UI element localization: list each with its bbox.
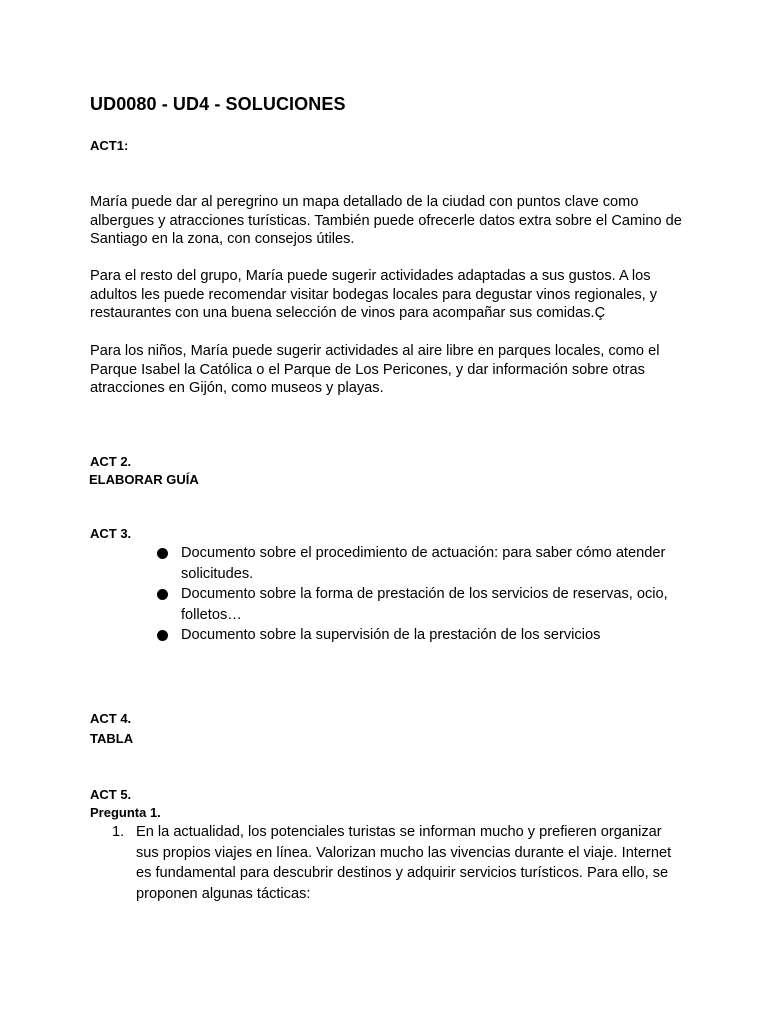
bullet-icon xyxy=(157,589,168,600)
act2-subheading: ELABORAR GUÍA xyxy=(89,472,199,487)
list-item-number: 1. xyxy=(112,824,125,840)
act3-bullet-list xyxy=(157,543,677,646)
act5-numbered-list xyxy=(112,822,676,904)
act3-heading: ACT 3. xyxy=(90,526,132,541)
act1-paragraph-2 xyxy=(90,267,690,323)
act1-paragraph-1-text: María puede dar al peregrino un mapa detallado de la ciudad con puntos clave como albergues y atracciones turísticas. También puede ofrecerle datos extra sobre el Camino de Santiago en la zona, con consejos útiles. xyxy=(90,194,682,247)
act5-subheading: Pregunta 1. xyxy=(90,805,161,820)
act1-paragraph-2-text: Para el resto del grupo, María puede sugerir actividades adaptadas a sus gustos. A los adultos les puede recomendar visitar bodegas locales para degustar vinos regionales, y restaurantes con una buena selección de vinos para acompañar sus comidas.Ç xyxy=(90,268,658,321)
bullet-icon xyxy=(157,548,168,559)
act1-heading: ACT1: xyxy=(90,138,129,153)
list-item-text: Documento sobre la forma de prestación de los servicios de reservas, ocio, folletos… xyxy=(181,586,668,623)
act2-heading: ACT 2. xyxy=(90,454,132,469)
bullet-icon xyxy=(157,630,168,641)
act1-paragraph-3-text: Para los niños, María puede sugerir actividades al aire libre en parques locales, como el Parque Isabel la Católica o el Parque de Los Pericones, y dar información sobre otras atracciones en Gijón, como museos y playas. xyxy=(90,343,660,396)
act4-subheading: TABLA xyxy=(90,731,134,746)
act5-heading: ACT 5. xyxy=(90,787,132,802)
act4-heading: ACT 4. xyxy=(90,711,132,726)
act1-paragraph-1 xyxy=(90,193,700,249)
list-item xyxy=(112,822,676,904)
list-item xyxy=(157,584,677,625)
list-item xyxy=(157,543,677,584)
list-item-text: En la actualidad, los potenciales turistas se informan mucho y prefieren organizar sus propios viajes en línea. Valorizan mucho las vivencias durante el viaje. Internet es fundamental para descubrir destinos y adquirir servicios turísticos. Para ello, se proponen algunas tácticas: xyxy=(136,824,672,902)
list-item-text: Documento sobre el procedimiento de actuación: para saber cómo atender solicitudes. xyxy=(181,545,666,582)
list-item-text: Documento sobre la supervisión de la prestación de los servicios xyxy=(181,627,601,643)
list-item xyxy=(157,625,677,646)
page-title: UD0080 - UD4 - SOLUCIONES xyxy=(90,94,346,114)
act1-paragraph-3 xyxy=(90,342,690,398)
